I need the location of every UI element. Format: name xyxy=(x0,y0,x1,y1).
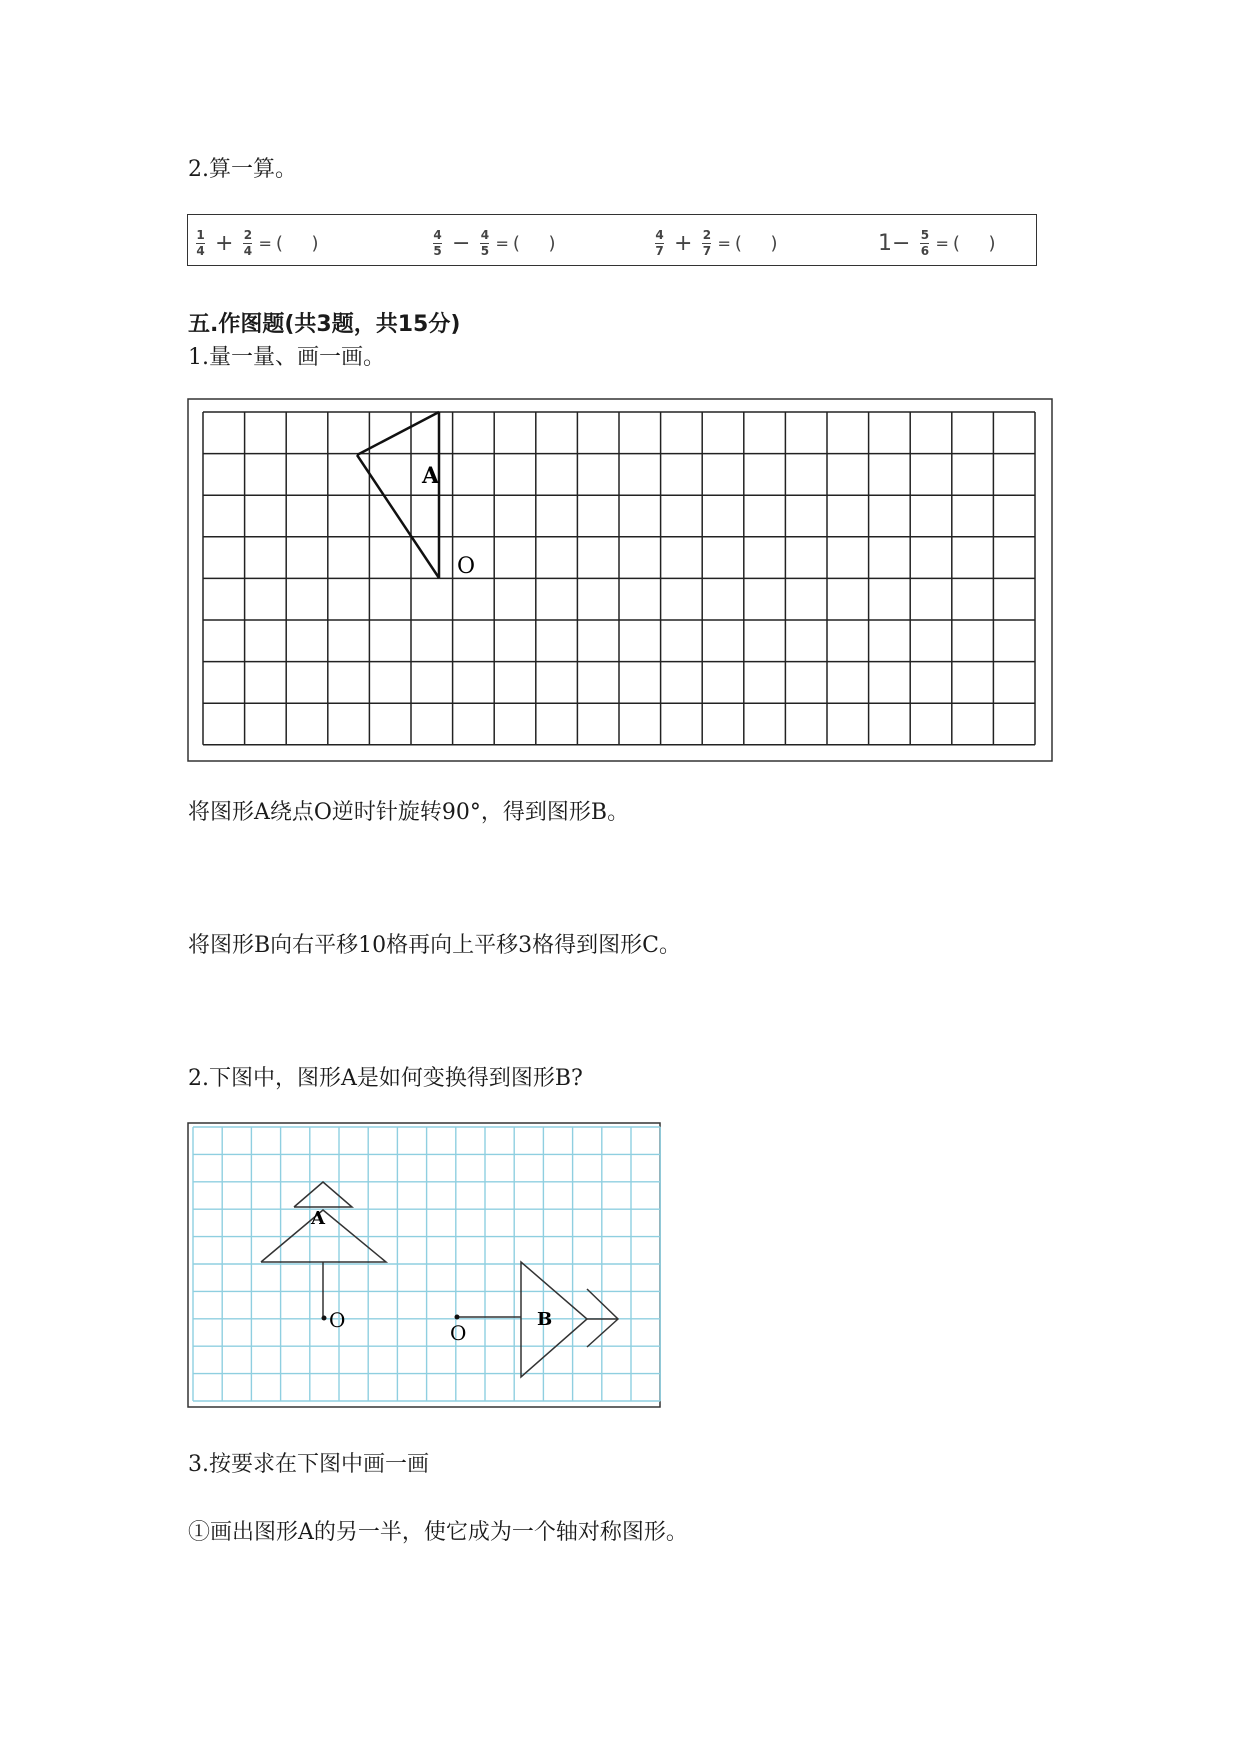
instruction-1: 将图形A绕点O逆时针旋转90°，得到图形B。 xyxy=(188,800,630,825)
equals-sign: = xyxy=(935,233,949,253)
grid-figure-1 xyxy=(187,398,1053,762)
expression-4 xyxy=(878,223,996,263)
operator: − xyxy=(452,230,471,256)
point-o-b xyxy=(455,1315,460,1320)
problem-3-title: 3.按要求在下图中画一画 xyxy=(188,1452,429,1477)
fraction: $\frac{4}{7}$ xyxy=(655,227,664,258)
fraction: $\frac{4}{5}$ xyxy=(433,227,442,258)
equals-sign: = xyxy=(258,233,272,253)
label-o-b: O xyxy=(450,1321,467,1345)
label-o: O xyxy=(457,554,476,579)
label-a: A xyxy=(422,463,440,489)
fraction: $\frac{1}{4}$ xyxy=(196,227,205,258)
answer-blank[interactable]: ( ) xyxy=(952,232,996,254)
fraction: $\frac{4}{5}$ xyxy=(480,227,490,258)
calculation-box xyxy=(187,214,1037,266)
equals-sign: = xyxy=(717,233,731,253)
answer-blank[interactable]: ( ) xyxy=(275,232,319,254)
square-grid xyxy=(203,412,1035,745)
label-a: A xyxy=(311,1208,325,1229)
operator: + xyxy=(674,230,693,256)
answer-blank[interactable]: ( ) xyxy=(512,232,556,254)
section-5-heading: 五.作图题(共3题，共15分) xyxy=(188,312,461,337)
expression-2 xyxy=(431,223,556,263)
problem-1-title: 1.量一量、画一画。 xyxy=(188,345,385,370)
instruction-2: 将图形B向右平移10格再向上平移3格得到图形C。 xyxy=(188,933,681,958)
label-b: B xyxy=(537,1309,553,1330)
expression-3 xyxy=(653,223,778,263)
figure-frame xyxy=(188,1123,660,1407)
operator: + xyxy=(215,230,234,256)
fraction: $\frac{2}{7}$ xyxy=(702,227,712,258)
problem-2-title: 2.下图中，图形A是如何变换得到图形B? xyxy=(188,1066,583,1091)
question-2-title: 2.算一算。 xyxy=(188,157,297,182)
operator: 1− xyxy=(878,230,911,256)
equals-sign: = xyxy=(495,233,509,253)
grid-figure-2 xyxy=(187,1122,661,1408)
fraction: $\frac{2}{4}$ xyxy=(243,227,253,258)
label-o-a: O xyxy=(329,1308,346,1332)
fraction: $\frac{5}{6}$ xyxy=(920,227,930,258)
expression-1 xyxy=(194,223,319,263)
answer-blank[interactable]: ( ) xyxy=(734,232,778,254)
point-o-a xyxy=(322,1316,327,1321)
problem-3-item-1: ①画出图形A的另一半，使它成为一个轴对称图形。 xyxy=(188,1520,688,1545)
